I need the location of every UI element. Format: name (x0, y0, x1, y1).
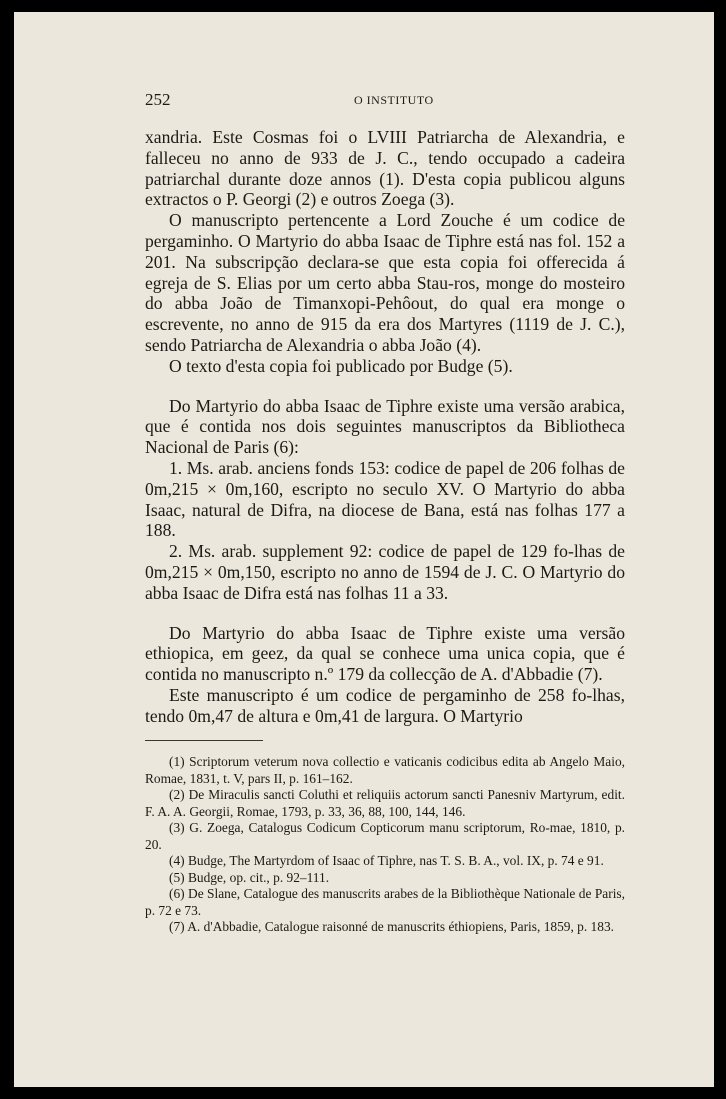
footnote-7 (145, 919, 625, 936)
footnote-4 (145, 853, 625, 870)
body-line: alguns extractos o P. Georgi (2) e outros Zoega (3). (145, 168, 626, 210)
body-line: que é contida no manuscripto n.º 179 da collecção de A. (145, 643, 625, 685)
body-line: d'Abbadie (7). (501, 664, 603, 685)
footnote-line: (2) De Miraculis sancti Coluthi et reliquiis actorum sancti Panesniv (169, 787, 536, 802)
body-line: falleceu no anno de 933 de J. C., tendo occupado a cadeira (145, 147, 625, 168)
book-page (14, 12, 714, 1087)
footnote-line: (6) De Slane, Catalogue des manuscrits arabes de la Bibliothèque (169, 886, 520, 901)
footnote-line: (7) A. d'Abbadie, Catalogue raisonné de manuscrits éthiopiens, Paris, (169, 919, 541, 934)
body-line: de pergaminho. O Martyrio do abba Isaac de Tiphre está (145, 210, 625, 251)
body-line: 2. Ms. arab. supplement 92: codice de papel de 129 fo- (169, 541, 574, 562)
paragraph-8 (145, 685, 625, 727)
body-line: O manuscripto pertencente a Lord Zouche é um codice (169, 210, 599, 231)
footnote-line: 1859, p. 183. (543, 919, 614, 934)
body-line: xandria. Este Cosmas foi o LVIII Patriarcha de Alexandria, e (145, 127, 625, 147)
footnote-1 (145, 754, 625, 787)
body-line: O Martyrio do abba Isaac de Difra está nas folhas 11 a 33. (145, 561, 626, 603)
body-text (145, 127, 625, 727)
body-line: arabica, que é contida nos dois seguintes manuscriptos da (145, 395, 625, 437)
body-line: abba João (4). (381, 334, 482, 355)
footnote-6 (145, 886, 625, 919)
body-line: nas fol. 152 a 201. Na subscripção declara-se que esta copia (145, 230, 625, 272)
body-line: ethiopica, em geez, da qual se conhece uma unica copia, (145, 643, 576, 664)
body-line: foi offerecida á egreja de S. Elias por um certo abba Stau- (145, 251, 625, 293)
footnote-line: Martyrum, edit. F. A. A. Georgii, Romae, 1793, p. 33, 36, 88, 100, 144, 146. (145, 787, 625, 819)
body-line: Bibliotheca Nacional de Paris (6): (145, 416, 625, 458)
paragraph-7 (145, 623, 625, 685)
page-number: 252 (145, 90, 171, 109)
footnote-line: Angelo Maio, Romae, 1831, t. V, pars II, p. 161–162. (145, 754, 625, 786)
footnote-3 (145, 820, 625, 853)
footnote-line: (4) Budge, The Martyrdom of Isaac of Tiphre, nas T. S. B. A., vol. (169, 853, 524, 868)
body-line: 1. Ms. arab. anciens fonds 153: codice de papel de 206 (169, 457, 557, 478)
body-line: Do Martyrio do abba Isaac de Tiphre existe uma versão (169, 622, 625, 643)
footnote-line: (1) Scriptorum veterum nova collectio e vaticanis codicibus edita ab (169, 754, 546, 769)
body-line: ros, monge do mosteiro do abba João de Timanxopi-Pehôout, (145, 272, 625, 314)
body-line: do abba Isaac, natural de Difra, na diocese de Bana, está (145, 478, 625, 520)
body-line: do qual era monge o escrevente, no anno de 915 da era dos (145, 293, 626, 335)
page-header (145, 90, 625, 120)
footnote-line: (3) G. Zoega, Catalogus Codicum Copticorum manu scriptorum, Ro- (169, 820, 550, 835)
body-line: Do Martyrio do abba Isaac de Tiphre existe uma versão (169, 395, 565, 416)
paragraph-1 (145, 127, 625, 210)
paragraph-5 (145, 458, 625, 541)
footnote-5 (145, 870, 625, 887)
running-head: O INSTITUTO (354, 93, 434, 107)
body-line: patriarchal durante doze annos (1). D'esta copia publicou (145, 168, 572, 189)
body-line: folhas de 0m,215 × 0m,160, escripto no seculo XV. O Martyrio (145, 457, 625, 499)
footnote-2 (145, 787, 625, 820)
paragraph-2 (145, 210, 625, 356)
footnotes (145, 754, 625, 936)
footnote-line: (5) Budge, op. cit., p. 92–111. (169, 869, 330, 885)
footnote-line: IX, p. 74 e 91. (526, 853, 604, 868)
footnote-line: Nationale de Paris, p. 72 e 73. (145, 886, 625, 918)
paragraph-4 (145, 396, 625, 458)
body-line: nas folhas 177 a 188. (145, 499, 625, 541)
footnote-line: mae, 1810, p. 20. (145, 820, 625, 852)
paragraph-3 (145, 356, 625, 377)
body-line: lhas, tendo 0m,47 de altura e 0m,41 de largura. O Martyrio (145, 684, 625, 726)
paragraph-6 (145, 541, 625, 603)
body-line: O texto d'esta copia foi publicado por Budge (5). (169, 355, 513, 376)
body-line: Martyres (1119 de J. C.), sendo Patriarcha de Alexandria o (145, 314, 625, 355)
body-line: Este manuscripto é um codice de pergaminho de 258 fo- (169, 684, 593, 705)
footnote-divider (145, 740, 263, 741)
body-line: lhas de 0m,215 × 0m,150, escripto no anno de 1594 de J. C. (145, 541, 625, 582)
